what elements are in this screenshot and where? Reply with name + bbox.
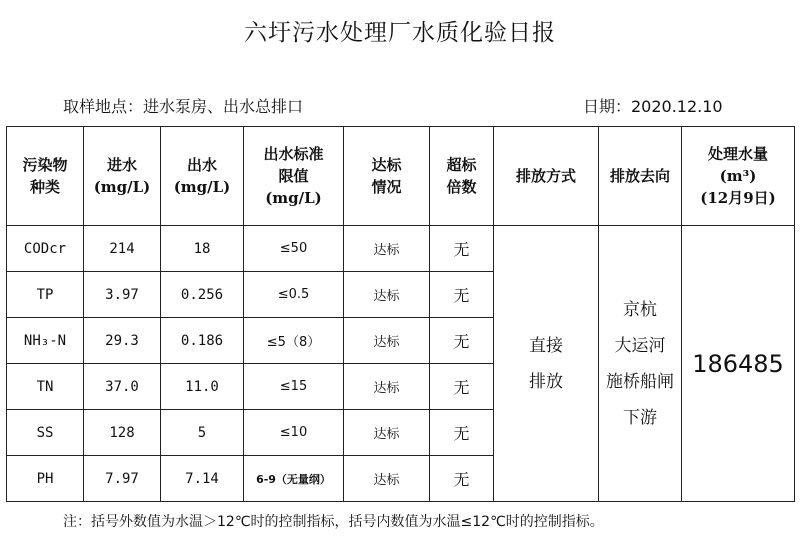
exceed-value: 无 — [430, 226, 494, 272]
inflow-value: 29.3 — [84, 318, 161, 364]
pollutant-name: TP — [7, 272, 84, 318]
pollutant-name: SS — [7, 410, 84, 456]
pollutant-name: NH₃-N — [7, 318, 84, 364]
footnote: 注：括号外数值为水温＞12℃时的控制指标，括号内数值为水温≤12℃时的控制指标。 — [63, 514, 604, 530]
inflow-value: 128 — [84, 410, 161, 456]
exceed-value: 无 — [430, 456, 494, 502]
exceed-value: 无 — [430, 318, 494, 364]
header-exceed: 超标 倍数 — [430, 127, 494, 226]
inflow-value: 37.0 — [84, 364, 161, 410]
header-pollutant: 污染物 种类 — [7, 127, 84, 226]
outflow-value: 0.256 — [161, 272, 244, 318]
report-date: 日期：2020.12.10 — [583, 97, 723, 116]
discharge-destination: 京杭 大运河 施桥船闸 下游 — [599, 226, 682, 502]
header-inflow: 进水 (mg/L) — [84, 127, 161, 226]
inflow-value: 3.97 — [84, 272, 161, 318]
header-row — [7, 127, 795, 226]
outflow-value: 7.14 — [161, 456, 244, 502]
water-quality-table — [6, 126, 795, 502]
pollutant-name: CODcr — [7, 226, 84, 272]
inflow-value: 214 — [84, 226, 161, 272]
header-limit: 出水标准 限值 (mg/L) — [244, 127, 344, 226]
exceed-value: 无 — [430, 410, 494, 456]
header-discharge-dest: 排放去向 — [599, 127, 682, 226]
discharge-method: 直接 排放 — [494, 226, 599, 502]
limit-value: ≤50 — [244, 226, 344, 272]
outflow-value: 0.186 — [161, 318, 244, 364]
limit-value: ≤10 — [244, 410, 344, 456]
outflow-value: 18 — [161, 226, 244, 272]
limit-value: ≤5（8） — [244, 318, 344, 364]
compliance-status: 达标 — [344, 456, 430, 502]
outflow-value: 5 — [161, 410, 244, 456]
compliance-status: 达标 — [344, 226, 430, 272]
exceed-value: 无 — [430, 364, 494, 410]
header-discharge-method: 排放方式 — [494, 127, 599, 226]
sampling-location: 取样地点：进水泵房、出水总排口 — [63, 97, 304, 116]
limit-value: 6-9（无量纲） — [244, 456, 344, 502]
table-row-codcr — [7, 226, 795, 272]
report-title: 六圩污水处理厂水质化验日报 — [244, 20, 556, 46]
header-volume: 处理水量 (m³) (12月9日) — [682, 127, 795, 226]
compliance-status: 达标 — [344, 318, 430, 364]
outflow-value: 11.0 — [161, 364, 244, 410]
compliance-status: 达标 — [344, 410, 430, 456]
compliance-status: 达标 — [344, 272, 430, 318]
header-outflow: 出水 (mg/L) — [161, 127, 244, 226]
limit-value: ≤0.5 — [244, 272, 344, 318]
exceed-value: 无 — [430, 272, 494, 318]
header-compliance: 达标 情况 — [344, 127, 430, 226]
pollutant-name: PH — [7, 456, 84, 502]
inflow-value: 7.97 — [84, 456, 161, 502]
limit-value: ≤15 — [244, 364, 344, 410]
treated-volume: 186485 — [682, 226, 795, 502]
pollutant-name: TN — [7, 364, 84, 410]
compliance-status: 达标 — [344, 364, 430, 410]
